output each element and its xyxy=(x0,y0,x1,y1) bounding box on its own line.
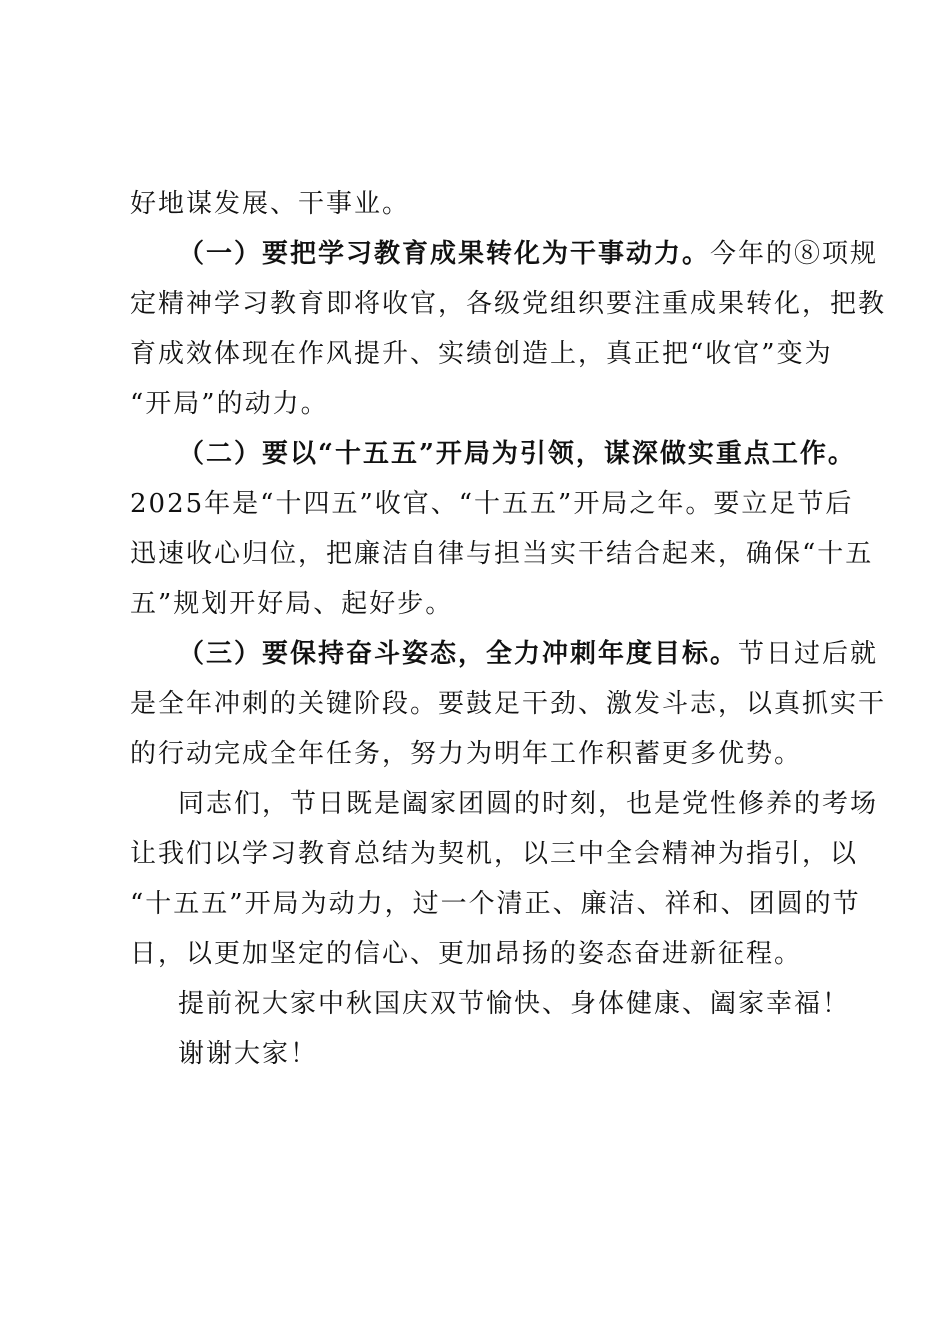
text-line: 定精神学习教育即将收官，各级党组织要注重成果转化，把教 xyxy=(130,289,887,319)
text-span: 节日过后就 xyxy=(738,639,879,669)
text-line: 迅速收心归位，把廉洁自律与担当实干结合起来，确保“十五 xyxy=(130,539,874,569)
section-heading-3: （三）要保持奋斗姿态，全力冲刺年度目标。 xyxy=(178,639,739,669)
text-line: 日，以更加坚定的信心、更加昂扬的姿态奋进新征程。 xyxy=(130,939,803,969)
text-span: 今年的⑧项规 xyxy=(710,239,879,269)
text-line: 育成效体现在作风提升、实绩创造上，真正把“收官”变为 xyxy=(130,339,833,369)
section-heading-1: （一）要把学习教育成果转化为干事动力。 xyxy=(178,239,711,269)
text-line: 让我们以学习教育总结为契机，以三中全会精神为指引，以 xyxy=(130,839,859,869)
text-line: “十五五”开局为动力，过一个清正、廉洁、祥和、团圆的节 xyxy=(130,889,861,919)
text-line: 提前祝大家中秋国庆双节愉快、身体健康、阖家幸福！ xyxy=(178,989,851,1019)
closing-line: 谢谢大家！ xyxy=(178,1039,319,1069)
section-heading-2: （二）要以“十五五”开局为引领，谋深做实重点工作。 xyxy=(178,439,856,469)
text-line: 好地谋发展、干事业。 xyxy=(130,189,411,219)
text-line: “开局”的动力。 xyxy=(130,389,329,419)
text-line: 的行动完成全年任务，努力为明年工作积蓄更多优势。 xyxy=(130,739,803,769)
paragraph-line xyxy=(178,638,878,670)
paragraph-line xyxy=(178,238,878,270)
text-line: 2025年是“十四五”收官、“十五五”开局之年。要立足节后 xyxy=(130,489,854,519)
text-line: 同志们，节日既是阖家团圆的时刻，也是党性修养的考场 xyxy=(178,789,879,819)
text-line: 是全年冲刺的关键阶段。要鼓足干劲、激发斗志，以真抓实干 xyxy=(130,689,887,719)
text-line: 五”规划开好局、起好步。 xyxy=(130,589,454,619)
